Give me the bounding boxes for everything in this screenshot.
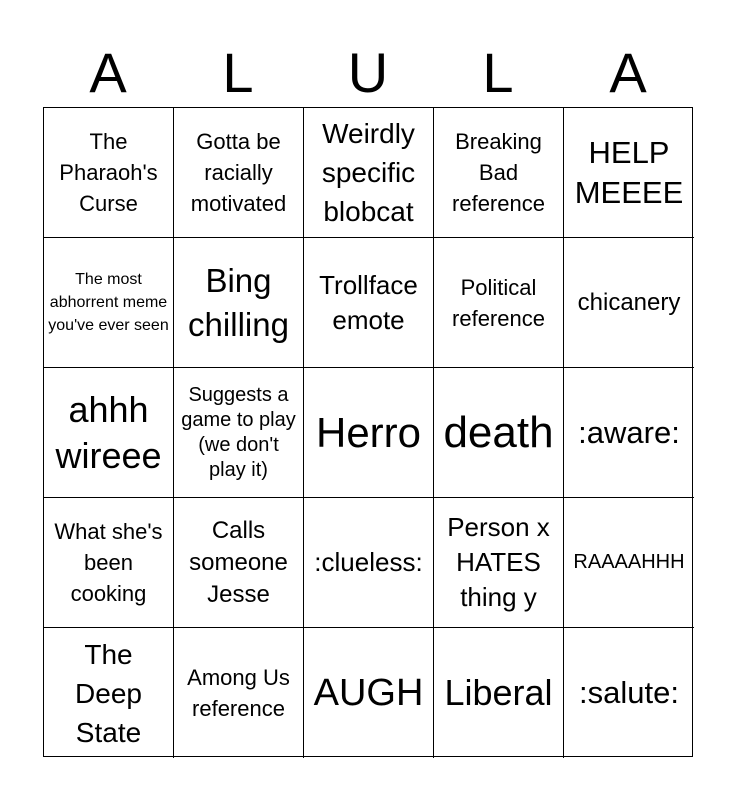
cell-text: Liberal [444,672,553,713]
header-letter: A [609,41,647,104]
bingo-cell[interactable] [174,238,304,368]
bingo-cell[interactable] [304,368,434,498]
bingo-cell[interactable] [304,498,434,628]
bingo-cell[interactable] [434,238,564,368]
bingo-cell[interactable] [564,238,694,368]
cell-text: Trollface emote [319,269,418,335]
header-letter: A [89,41,127,104]
cell-text: Political reference [452,274,545,331]
bingo-grid [43,107,693,757]
header-letter: U [347,41,389,104]
cell-text: :salute: [579,675,679,710]
bingo-cell[interactable] [564,498,694,628]
cell-text: Breaking Bad reference [452,129,545,216]
bingo-cell[interactable] [434,108,564,238]
cell-text: Person x HATES thing y [447,512,550,612]
cell-text: AUGH [313,672,424,714]
cell-text: :aware: [578,414,680,450]
bingo-cell[interactable] [44,238,174,368]
bingo-cell[interactable] [44,628,174,758]
cell-text: The Pharaoh's Curse [59,129,158,216]
cell-text: Among Us reference [187,665,290,721]
cell-text: death [443,407,554,457]
cell-text: RAAAAHHH [573,551,685,573]
bingo-cell[interactable] [44,368,174,498]
bingo-cell[interactable] [304,238,434,368]
cell-text: ahhh wireee [55,388,162,476]
bingo-cell[interactable] [174,628,304,758]
cell-text: The Deep State [75,638,142,748]
bingo-cell[interactable] [564,108,694,238]
cell-text: Calls someone Jesse [189,516,288,608]
cell-text: Suggests a game to play (we don't play it) [181,383,296,481]
bingo-cell[interactable] [434,498,564,628]
bingo-cell[interactable] [174,498,304,628]
bingo-cell[interactable] [174,108,304,238]
cell-text: Weirdly specific blobcat [321,118,416,227]
cell-text: Bing chilling [188,261,289,343]
bingo-cell[interactable] [564,368,694,498]
bingo-cell[interactable] [304,628,434,758]
cell-text: :clueless: [314,547,423,577]
header-letter: L [222,41,254,104]
bingo-cell[interactable] [44,108,174,238]
bingo-cell[interactable] [44,498,174,628]
cell-text: The most abhorrent meme you've ever seen [48,271,169,334]
bingo-cell[interactable] [564,628,694,758]
cell-text: Herro [315,408,422,456]
cell-text: Gotta be racially motivated [190,129,287,216]
bingo-header [43,38,693,108]
cell-text: What she's been cooking [54,519,163,606]
cell-text: chicanery [577,288,681,316]
bingo-cell[interactable] [174,368,304,498]
bingo-cell[interactable] [434,368,564,498]
header-letter: L [482,41,514,104]
bingo-cell[interactable] [304,108,434,238]
bingo-cell[interactable] [434,628,564,758]
cell-text: HELP MEEEE [574,134,684,210]
